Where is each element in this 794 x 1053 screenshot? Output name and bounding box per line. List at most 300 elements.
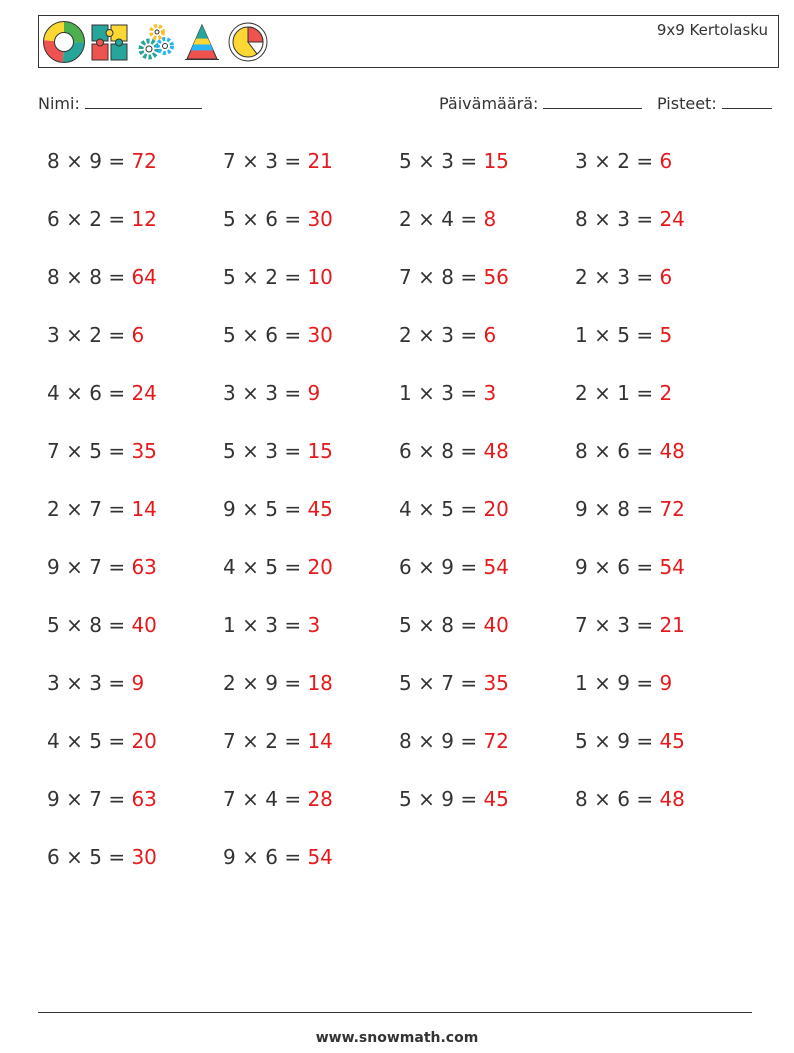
problem-equals: = [108,207,126,231]
problem-equals: = [108,439,126,463]
problem-factor-a: 1 [399,381,412,405]
problem-item [575,377,751,435]
problem-answer: 6 [659,265,673,289]
problem-factor-a: 7 [575,613,588,637]
problem-equals: = [460,497,478,521]
problem-factor-a: 4 [399,497,412,521]
problem-equals: = [108,323,126,347]
problem-operator: × [594,381,611,405]
problem-operator: × [594,555,611,579]
problem-factor-b: 9 [441,729,454,753]
problem-equals: = [284,381,302,405]
problem-factor-b: 8 [441,265,454,289]
score-blank[interactable] [722,93,772,109]
problem-factor-a: 3 [223,381,236,405]
problem-item [575,203,751,261]
problem-factor-a: 1 [223,613,236,637]
problem-factor-a: 6 [47,207,60,231]
puzzle-icon [89,21,131,63]
problem-factor-b: 9 [89,149,102,173]
problem-equals: = [460,555,478,579]
problem-factor-a: 5 [223,265,236,289]
problem-factor-a: 8 [575,207,588,231]
problem-answer: 35 [131,439,157,463]
problem-item [399,493,575,551]
problem-answer: 28 [307,787,333,811]
problem-equals: = [284,439,302,463]
problem-answer: 54 [483,555,509,579]
problem-factor-b: 8 [617,497,630,521]
problem-operator: × [66,787,83,811]
problem-factor-b: 7 [89,555,102,579]
problem-equals: = [108,381,126,405]
problem-equals: = [636,671,654,695]
donut-chart-icon [43,21,85,63]
problem-item [575,493,751,551]
problem-item [223,203,399,261]
problem-factor-a: 7 [47,439,60,463]
problem-factor-a: 2 [399,207,412,231]
problem-equals: = [108,729,126,753]
problem-item [47,435,223,493]
problem-factor-a: 3 [47,323,60,347]
problem-item [399,261,575,319]
problem-equals: = [636,265,654,289]
problem-equals: = [636,613,654,637]
problem-item [47,203,223,261]
problem-operator: × [242,671,259,695]
problem-answer: 35 [483,671,509,695]
problem-factor-a: 7 [223,729,236,753]
name-label: Nimi: [38,94,80,113]
problem-operator: × [66,845,83,869]
problem-answer: 20 [131,729,157,753]
problem-factor-a: 7 [399,265,412,289]
problem-item [399,783,575,841]
problem-answer: 63 [131,787,157,811]
problem-factor-b: 5 [89,845,102,869]
problem-factor-a: 2 [223,671,236,695]
problem-answer: 30 [307,323,333,347]
problem-equals: = [108,845,126,869]
problem-answer: 3 [307,613,321,637]
problem-operator: × [418,729,435,753]
problem-answer: 18 [307,671,333,695]
problem-answer: 8 [483,207,497,231]
problem-item [47,841,223,899]
problem-item [223,493,399,551]
date-field [439,93,642,113]
problem-operator: × [242,787,259,811]
problem-factor-a: 7 [223,787,236,811]
pie-chart-icon [227,21,269,63]
problem-item [223,377,399,435]
problem-item [575,319,751,377]
problem-answer: 14 [131,497,157,521]
problem-answer: 6 [483,323,497,347]
problem-factor-a: 1 [575,323,588,347]
problem-operator: × [594,149,611,173]
problem-factor-b: 8 [441,613,454,637]
problem-answer: 40 [483,613,509,637]
problem-equals: = [460,729,478,753]
footer-divider [38,1012,752,1013]
problem-factor-a: 9 [575,555,588,579]
problem-factor-b: 1 [617,381,630,405]
problem-equals: = [108,149,126,173]
problem-item [47,725,223,783]
problem-answer: 12 [131,207,157,231]
problem-equals: = [636,381,654,405]
problem-item [399,609,575,667]
problem-answer: 54 [659,555,685,579]
problem-item [575,145,751,203]
problem-answer: 54 [307,845,333,869]
score-label: Pisteet: [657,94,717,113]
problem-operator: × [66,207,83,231]
problem-equals: = [108,671,126,695]
problem-operator: × [594,265,611,289]
problem-factor-a: 8 [47,149,60,173]
problem-factor-b: 3 [441,323,454,347]
problem-equals: = [284,207,302,231]
problem-equals: = [284,323,302,347]
problem-equals: = [108,497,126,521]
problem-answer: 63 [131,555,157,579]
problem-factor-b: 7 [441,671,454,695]
problem-factor-b: 3 [617,613,630,637]
problem-equals: = [460,265,478,289]
problem-factor-b: 3 [617,265,630,289]
problem-answer: 20 [307,555,333,579]
problem-item [223,145,399,203]
problem-item [575,551,751,609]
problem-factor-b: 3 [265,149,278,173]
problem-operator: × [418,323,435,347]
problem-operator: × [594,207,611,231]
problem-factor-a: 9 [223,497,236,521]
problem-answer: 6 [659,149,673,173]
problem-factor-b: 4 [441,207,454,231]
problem-item [47,377,223,435]
problem-operator: × [66,149,83,173]
problem-equals: = [284,497,302,521]
problem-answer: 21 [307,149,333,173]
problem-operator: × [594,729,611,753]
problem-factor-a: 5 [399,787,412,811]
problem-factor-b: 8 [89,265,102,289]
problem-answer: 72 [483,729,509,753]
problem-factor-b: 5 [89,729,102,753]
problem-operator: × [594,671,611,695]
problem-equals: = [108,787,126,811]
problem-answer: 45 [659,729,685,753]
pyramid-icon [181,21,223,63]
problem-item [223,841,399,899]
problem-operator: × [418,381,435,405]
problem-factor-b: 3 [441,149,454,173]
problem-answer: 15 [483,149,509,173]
problem-factor-a: 5 [47,613,60,637]
problem-answer: 2 [659,381,673,405]
problem-operator: × [242,323,259,347]
problem-factor-b: 3 [265,381,278,405]
problem-answer: 9 [659,671,673,695]
problem-factor-a: 8 [575,439,588,463]
problem-answer: 45 [483,787,509,811]
problem-factor-a: 2 [575,381,588,405]
problem-item [575,725,751,783]
problem-answer: 30 [131,845,157,869]
problem-operator: × [242,845,259,869]
problem-factor-b: 6 [265,845,278,869]
problem-factor-b: 5 [265,555,278,579]
problem-item [575,667,751,725]
problem-operator: × [66,381,83,405]
problem-factor-a: 5 [223,439,236,463]
problem-item [47,609,223,667]
problem-answer: 48 [659,439,685,463]
problem-factor-b: 9 [617,671,630,695]
problem-equals: = [284,613,302,637]
problem-equals: = [636,149,654,173]
problem-factor-b: 6 [617,439,630,463]
problem-factor-b: 5 [441,497,454,521]
problem-equals: = [284,265,302,289]
problem-item [47,261,223,319]
problem-factor-a: 6 [47,845,60,869]
problem-equals: = [460,149,478,173]
problem-factor-a: 5 [575,729,588,753]
problem-answer: 48 [659,787,685,811]
problem-operator: × [242,149,259,173]
problem-operator: × [594,787,611,811]
problem-operator: × [242,439,259,463]
problem-answer: 9 [307,381,321,405]
problem-answer: 72 [659,497,685,521]
problem-answer: 30 [307,207,333,231]
problem-factor-b: 2 [265,265,278,289]
problem-factor-a: 5 [223,207,236,231]
problem-factor-b: 4 [265,787,278,811]
problem-factor-a: 5 [399,671,412,695]
problem-item [575,435,751,493]
problem-item [223,667,399,725]
problem-answer: 21 [659,613,685,637]
problem-item [399,551,575,609]
problem-operator: × [418,265,435,289]
problem-operator: × [66,555,83,579]
problem-equals: = [636,439,654,463]
problem-factor-b: 9 [265,671,278,695]
problem-answer: 6 [131,323,145,347]
problem-factor-b: 5 [617,323,630,347]
problem-operator: × [242,265,259,289]
problem-answer: 9 [131,671,145,695]
problem-operator: × [66,729,83,753]
problem-item [399,319,575,377]
problem-operator: × [242,207,259,231]
problem-factor-b: 5 [265,497,278,521]
problem-operator: × [66,671,83,695]
problem-answer: 56 [483,265,509,289]
problem-factor-b: 6 [89,381,102,405]
problem-operator: × [418,149,435,173]
problem-item [47,145,223,203]
problem-operator: × [66,497,83,521]
problem-equals: = [284,149,302,173]
problem-item [223,319,399,377]
problem-factor-a: 8 [399,729,412,753]
problem-factor-a: 8 [575,787,588,811]
problem-equals: = [636,729,654,753]
footer-url: www.snowmath.com [315,1030,479,1046]
name-blank[interactable] [85,93,202,109]
problem-factor-a: 5 [399,613,412,637]
problem-operator: × [242,555,259,579]
problem-factor-a: 5 [223,323,236,347]
problem-factor-b: 3 [441,381,454,405]
problem-grid [47,145,757,899]
problem-operator: × [242,613,259,637]
problem-factor-a: 3 [47,671,60,695]
problem-equals: = [460,381,478,405]
problem-factor-a: 8 [47,265,60,289]
score-field [657,93,772,113]
problem-factor-b: 9 [441,555,454,579]
problem-factor-a: 7 [223,149,236,173]
problem-factor-a: 4 [47,381,60,405]
problem-factor-a: 9 [47,555,60,579]
problem-item [399,725,575,783]
problem-item [223,725,399,783]
problem-operator: × [242,381,259,405]
problem-factor-b: 7 [89,497,102,521]
problem-equals: = [284,555,302,579]
problem-factor-b: 5 [89,439,102,463]
problem-factor-b: 8 [441,439,454,463]
problem-factor-a: 2 [575,265,588,289]
problem-item [47,667,223,725]
problem-operator: × [594,323,611,347]
problem-operator: × [418,671,435,695]
problem-operator: × [418,613,435,637]
problem-answer: 48 [483,439,509,463]
problem-operator: × [418,787,435,811]
problem-answer: 24 [659,207,685,231]
problem-factor-b: 6 [617,787,630,811]
problem-item [399,667,575,725]
problem-item [223,551,399,609]
problem-operator: × [66,439,83,463]
problem-equals: = [636,323,654,347]
date-label: Päivämäärä: [439,94,539,113]
problem-operator: × [594,613,611,637]
gears-icon [135,21,177,63]
problem-factor-b: 3 [617,207,630,231]
problem-item [47,493,223,551]
problem-answer: 14 [307,729,333,753]
problem-operator: × [242,497,259,521]
problem-item [575,783,751,841]
problem-operator: × [66,265,83,289]
problem-answer: 3 [483,381,497,405]
problem-equals: = [108,265,126,289]
problem-factor-b: 6 [265,323,278,347]
problem-factor-a: 3 [575,149,588,173]
problem-item [223,261,399,319]
problem-item [223,609,399,667]
problem-equals: = [460,613,478,637]
problem-factor-a: 9 [223,845,236,869]
problem-factor-b: 3 [89,671,102,695]
problem-factor-b: 7 [89,787,102,811]
problem-operator: × [66,323,83,347]
problem-factor-a: 2 [399,323,412,347]
problem-equals: = [636,207,654,231]
problem-factor-a: 4 [223,555,236,579]
problem-factor-a: 6 [399,555,412,579]
problem-factor-b: 2 [89,323,102,347]
problem-item [399,435,575,493]
problem-item [575,609,751,667]
problem-operator: × [418,497,435,521]
problem-factor-b: 9 [441,787,454,811]
problem-factor-b: 6 [265,207,278,231]
problem-item [47,551,223,609]
problem-equals: = [460,323,478,347]
problem-answer: 5 [659,323,673,347]
problem-answer: 45 [307,497,333,521]
problem-answer: 20 [483,497,509,521]
date-blank[interactable] [543,93,642,109]
problem-operator: × [242,729,259,753]
problem-item [47,319,223,377]
problem-equals: = [636,555,654,579]
problem-factor-a: 1 [575,671,588,695]
problem-operator: × [418,555,435,579]
problem-equals: = [460,207,478,231]
problem-answer: 40 [131,613,157,637]
problem-answer: 72 [131,149,157,173]
problem-equals: = [636,787,654,811]
problem-factor-b: 8 [89,613,102,637]
problem-answer: 24 [131,381,157,405]
problem-equals: = [460,787,478,811]
problem-item [47,783,223,841]
problem-operator: × [594,439,611,463]
problem-equals: = [284,671,302,695]
header-box [38,15,779,68]
problem-operator: × [418,439,435,463]
logo-row [43,20,269,64]
name-field [38,93,202,113]
problem-factor-a: 9 [575,497,588,521]
problem-equals: = [108,613,126,637]
problem-operator: × [66,613,83,637]
problem-item [223,435,399,493]
problem-factor-a: 4 [47,729,60,753]
problem-equals: = [284,845,302,869]
problem-factor-b: 2 [89,207,102,231]
problem-item [399,203,575,261]
problem-factor-b: 9 [617,729,630,753]
problem-factor-b: 2 [617,149,630,173]
problem-factor-a: 9 [47,787,60,811]
problem-operator: × [418,207,435,231]
problem-factor-a: 6 [399,439,412,463]
problem-factor-b: 3 [265,613,278,637]
